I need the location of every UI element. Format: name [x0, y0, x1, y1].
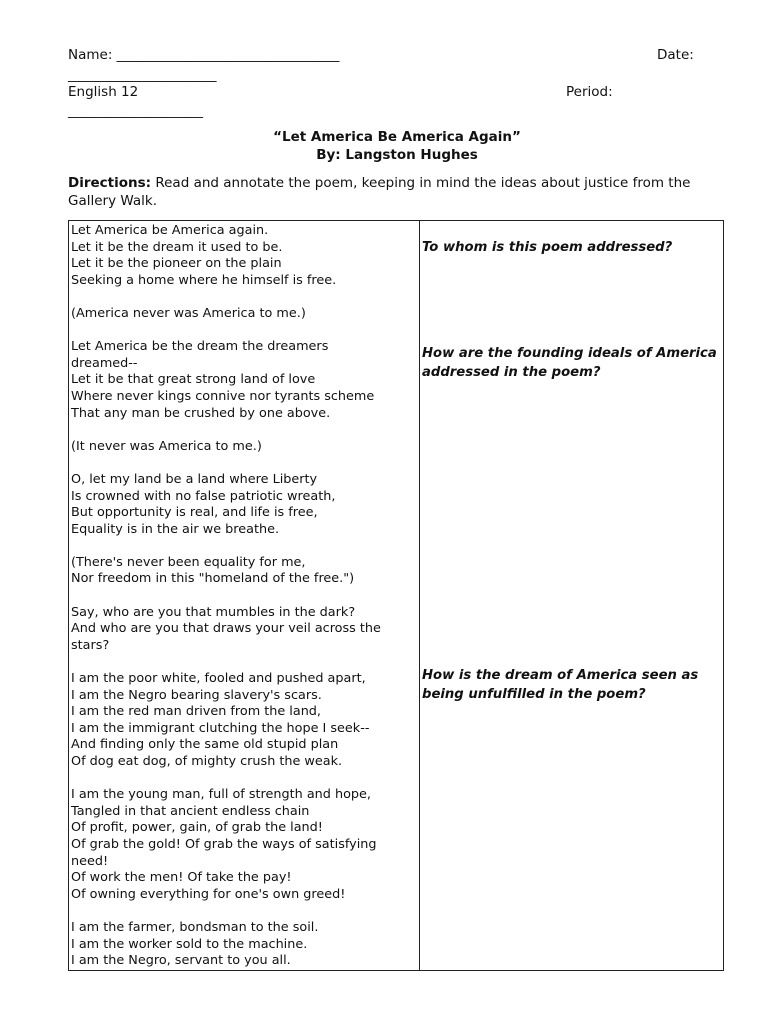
- poem-line: I am the worker sold to the machine.: [71, 936, 308, 952]
- period-label: Period:: [566, 84, 613, 100]
- poem-title: “Let America Be America Again”: [273, 129, 521, 145]
- poem-line: I am the Negro bearing slavery's scars.: [71, 687, 322, 703]
- poem-stanza: [71, 920, 417, 970]
- period-field-line[interactable]: ____________________: [68, 103, 203, 119]
- poem-line: stars?: [71, 637, 110, 653]
- poem-stanza: [71, 223, 417, 289]
- poem-line: Of profit, power, gain, of grab the land!: [71, 820, 323, 836]
- poem-line: And who are you that draws your veil across the: [71, 621, 381, 637]
- poem-line: O, let my land be a land where Liberty: [71, 471, 318, 487]
- poem-line: Is crowned with no false patriotic wreath,: [71, 488, 336, 504]
- poem-byline: By: Langston Hughes: [316, 147, 478, 163]
- poem-line: I am the Negro, servant to you all.: [71, 953, 291, 969]
- poem-line: Let it be that great strong land of love: [71, 372, 316, 388]
- poem-line: dreamed--: [71, 355, 138, 371]
- poem-line: Where never kings connive nor tyrants scheme: [71, 388, 375, 404]
- poem-line: Equality is in the air we breathe.: [71, 521, 280, 537]
- poem-stanza: [71, 306, 417, 323]
- directions-text: Read and annotate the poem, keeping in mind the ideas about justice from the Gallery Walk.: [68, 175, 691, 209]
- poem-line: Of grab the gold! Of grab the ways of satisfying: [71, 836, 377, 852]
- poem-line: Let America be America again.: [71, 223, 269, 238]
- class-name: English 12: [68, 84, 139, 100]
- poem-stanza: [71, 472, 417, 538]
- poem-line: need!: [71, 853, 109, 869]
- date-label: Date:: [657, 47, 694, 63]
- poem-line: (It never was America to me.): [71, 438, 262, 454]
- question-3: How is the dream of America seen as being unfulfilled in the poem?: [422, 668, 699, 702]
- poem-stanza: [71, 339, 417, 422]
- poem-line: Tangled in that ancient endless chain: [71, 803, 310, 819]
- title-block: [68, 128, 726, 164]
- poem-line: Let it be the dream it used to be.: [71, 239, 283, 255]
- poem-line: Of owning everything for one's own greed!: [71, 886, 346, 902]
- poem-stanza: [71, 671, 417, 771]
- name-field-line[interactable]: Name: _________________________________: [68, 47, 340, 63]
- poem-line: Let it be the pioneer on the plain: [71, 256, 282, 272]
- poem-line: Nor freedom in this "homeland of the free."): [71, 571, 355, 587]
- poem-line: I am the poor white, fooled and pushed apart,: [71, 671, 366, 687]
- poem-stanza: [71, 605, 417, 655]
- poem-line: And finding only the same old stupid plan: [71, 737, 339, 753]
- poem-column: [69, 221, 420, 970]
- poem-line: I am the immigrant clutching the hope I seek--: [71, 720, 370, 736]
- annotation-table: [68, 220, 724, 971]
- questions-column[interactable]: [420, 221, 723, 970]
- poem-line: That any man be crushed by one above.: [71, 405, 331, 421]
- poem-line: I am the young man, full of strength and hope,: [71, 787, 371, 803]
- poem-line: But opportunity is real, and life is free,: [71, 505, 318, 521]
- directions: [68, 174, 726, 210]
- poem-line: Say, who are you that mumbles in the dark?: [71, 604, 356, 620]
- poem-line: Seeking a home where he himself is free.: [71, 272, 337, 288]
- date-field-line[interactable]: ______________________: [68, 67, 217, 83]
- poem-stanza: [71, 439, 417, 456]
- directions-label: Directions:: [68, 175, 152, 191]
- poem-line: Let America be the dream the dreamers: [71, 339, 329, 355]
- poem-line: I am the red man driven from the land,: [71, 704, 321, 720]
- poem-stanza: [71, 555, 417, 588]
- question-2: How are the founding ideals of America addressed in the poem?: [422, 346, 717, 380]
- question-1: To whom is this poem addressed?: [422, 240, 673, 255]
- poem-line: (America never was America to me.): [71, 305, 306, 321]
- poem-line: Of work the men! Of take the pay!: [71, 870, 292, 886]
- poem-line: Of dog eat dog, of mighty crush the weak.: [71, 754, 343, 769]
- poem-line: (There's never been equality for me,: [71, 554, 306, 570]
- poem-line: I am the farmer, bondsman to the soil.: [71, 919, 319, 935]
- poem-stanza: [71, 787, 417, 903]
